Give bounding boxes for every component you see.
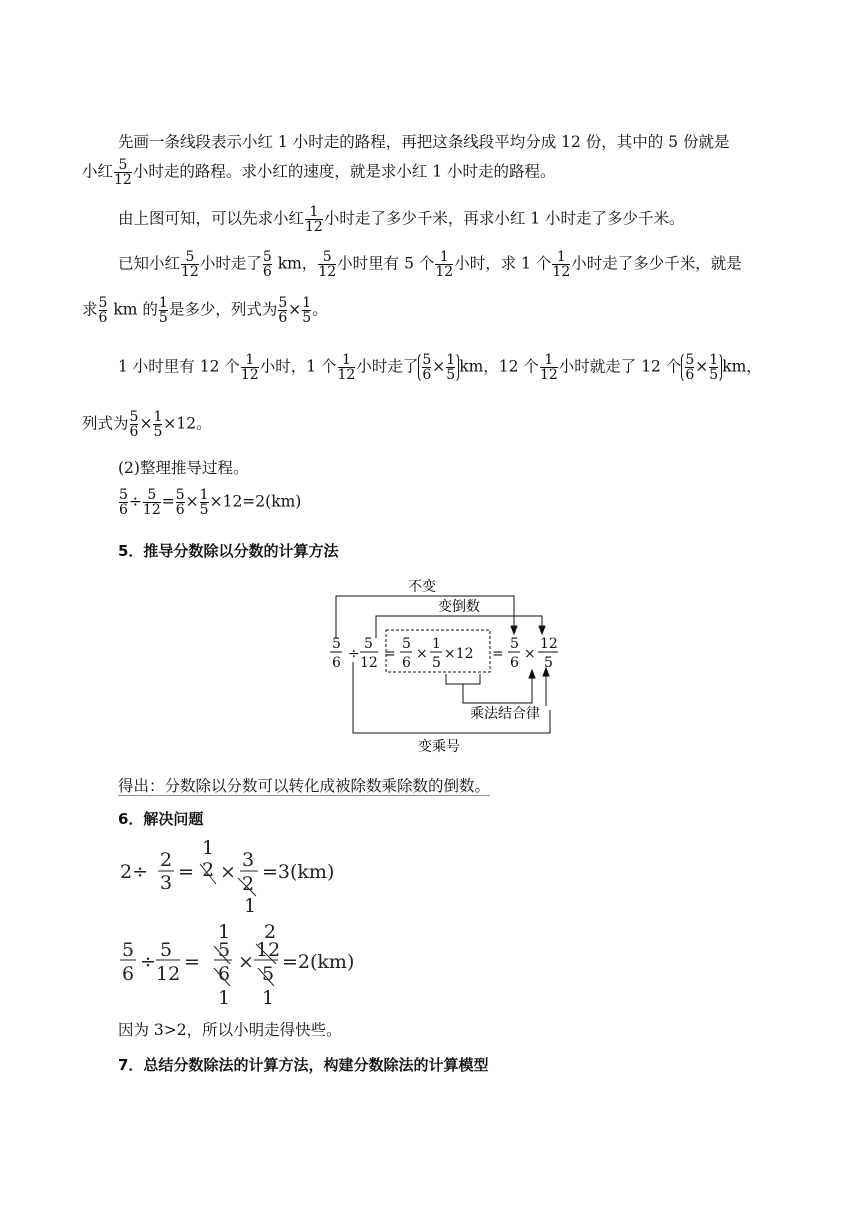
- svg-text:1: 1: [244, 895, 257, 914]
- svg-text:5: 5: [262, 963, 275, 985]
- svg-text:6: 6: [332, 655, 341, 671]
- svg-text:3: 3: [160, 872, 173, 894]
- svg-text:=2(km): =2(km): [282, 951, 355, 973]
- para4-line1: 1 小时里有 12 个 $\frac{1}{12}$ 小时，1 个 $\frac{1}{12}$ 小时走了 $\frac{5}{6}$ × $\frac{1}{5}$ km，12 个 $\frac{1}{12}$ 小时就走了 12 个 $\frac{5}{6}$ × $\frac{1}{5}$ km，: [118, 352, 762, 383]
- svg-text:×: ×: [238, 951, 254, 973]
- fraction: $\frac{1}{5}$: [153, 409, 163, 440]
- svg-text:5: 5: [122, 939, 135, 961]
- svg-text:÷: ÷: [348, 646, 360, 662]
- para1-line1: 先画一条线段表示小红 1 小时走的路程，再把这条线段平均分成 12 份，其中的 5 份就是: [118, 133, 730, 151]
- svg-text:5: 5: [332, 636, 341, 652]
- svg-text:5: 5: [402, 636, 411, 652]
- solve-equation-1: [118, 838, 378, 918]
- step2-expression: $\frac{5}{6}$ ÷ $\frac{5}{12}$ = $\frac{5}{6}$ × $\frac{1}{5}$ ×12=2(km): [119, 487, 302, 518]
- svg-text:1: 1: [262, 987, 275, 1008]
- parenthesis-group: $\frac{5}{6}$ × $\frac{1}{5}$: [681, 352, 722, 383]
- fraction: $\frac{1}{5}$: [302, 295, 312, 326]
- fraction: $\frac{1}{12}$: [337, 352, 356, 383]
- svg-text:2: 2: [264, 922, 277, 943]
- fraction: $\frac{5}{12}$: [114, 157, 132, 188]
- svg-text:1: 1: [202, 838, 215, 859]
- label-reciprocal: 变倒数: [438, 599, 480, 615]
- svg-text:=: =: [184, 951, 200, 973]
- svg-text:=: =: [384, 646, 396, 662]
- svg-text:6: 6: [122, 963, 135, 985]
- svg-text:2÷: 2÷: [120, 861, 149, 883]
- svg-text:12: 12: [156, 963, 181, 985]
- svg-text:6: 6: [402, 655, 411, 671]
- svg-text:÷: ÷: [140, 951, 156, 973]
- svg-text:5: 5: [160, 939, 173, 961]
- parenthesis-group: $\frac{5}{6}$ × $\frac{1}{5}$: [418, 352, 459, 383]
- text: 小时走的路程。求小红的速度，就是求小红 1 小时走的路程。: [132, 162, 556, 181]
- step2-label: (2)整理推导过程。: [118, 459, 249, 477]
- svg-text:1: 1: [218, 922, 231, 943]
- fraction: $\frac{5}{12}$: [318, 249, 337, 280]
- conclusion: 得出：分数除以分数可以转化成被除数乘除数的倒数。: [118, 777, 491, 795]
- fraction: $\frac{5}{6}$: [98, 295, 108, 326]
- heading-6: 6．解决问题: [118, 810, 204, 828]
- svg-text:1: 1: [432, 636, 441, 652]
- para4-line2: 列式为 $\frac{5}{6}$ × $\frac{1}{5}$ ×12。: [82, 409, 212, 440]
- label-change-multiply: 变乘号: [418, 739, 460, 755]
- svg-text:12: 12: [256, 939, 281, 961]
- heading-7: 7．总结分数除法的计算方法，构建分数除法的计算模型: [118, 1056, 489, 1074]
- para1-line2: [82, 158, 782, 187]
- derivation-diagram: [320, 578, 570, 758]
- because-statement: 因为 3>2，所以小明走得快些。: [118, 1021, 342, 1039]
- svg-text:=: =: [178, 861, 194, 883]
- heading-5: 5．推导分数除以分数的计算方法: [118, 542, 339, 560]
- fraction: $\frac{1}{12}$: [539, 352, 558, 383]
- svg-text:12: 12: [360, 655, 378, 671]
- svg-text:12: 12: [540, 636, 558, 652]
- svg-text:6: 6: [218, 963, 231, 985]
- fraction: $\frac{5}{6}$: [262, 249, 272, 280]
- fraction: $\frac{1}{12}$: [240, 352, 259, 383]
- solve-equation-2: [118, 922, 378, 1012]
- svg-text:5: 5: [510, 636, 519, 652]
- svg-text:=: =: [492, 646, 504, 662]
- para2: 由上图可知，可以先求小红 $\frac{1}{12}$ 小时走了多少千米，再求小红 1 小时走了多少千米。: [118, 204, 685, 235]
- svg-text:2: 2: [242, 873, 255, 895]
- svg-text:=3(km): =3(km): [262, 861, 335, 883]
- svg-text:1: 1: [218, 987, 231, 1008]
- svg-text:2: 2: [160, 849, 173, 871]
- svg-text:5: 5: [544, 655, 553, 671]
- svg-text:×: ×: [416, 646, 428, 662]
- svg-text:×: ×: [524, 646, 536, 662]
- svg-text:×12: ×12: [444, 646, 474, 662]
- fraction: $\frac{5}{6}$: [129, 409, 139, 440]
- fraction: $\frac{5}{6}$: [278, 295, 288, 326]
- fraction: $\frac{1}{12}$: [305, 204, 323, 235]
- svg-text:6: 6: [510, 655, 519, 671]
- svg-text:5: 5: [218, 939, 231, 961]
- fraction: $\frac{1}{12}$: [552, 249, 571, 280]
- fraction: $\frac{5}{12}$: [181, 249, 199, 280]
- para3-line1: 已知小红 $\frac{5}{12}$ 小时走了 $\frac{5}{6}$ km， $\frac{5}{12}$ 小时里有 5 个 $\frac{1}{12}$ 小时，求 1 个 $\frac{1}{12}$ 小时走了多少千米，就是: [118, 249, 742, 280]
- svg-text:×: ×: [220, 861, 236, 883]
- para3-line2: 求 $\frac{5}{6}$ km 的 $\frac{1}{5}$ 是多少，列式为 $\frac{5}{6}$ × $\frac{1}{5}$ 。: [82, 295, 328, 326]
- label-associative: 乘法结合律: [470, 706, 540, 722]
- svg-text:5: 5: [432, 655, 441, 671]
- svg-text:2: 2: [202, 859, 215, 881]
- label-unchanged: 不变: [408, 579, 436, 595]
- svg-text:3: 3: [242, 849, 255, 871]
- svg-text:5: 5: [364, 636, 373, 652]
- fraction: $\frac{1}{5}$: [158, 295, 168, 326]
- text: 小红: [82, 162, 114, 181]
- fraction: $\frac{1}{12}$: [435, 249, 454, 280]
